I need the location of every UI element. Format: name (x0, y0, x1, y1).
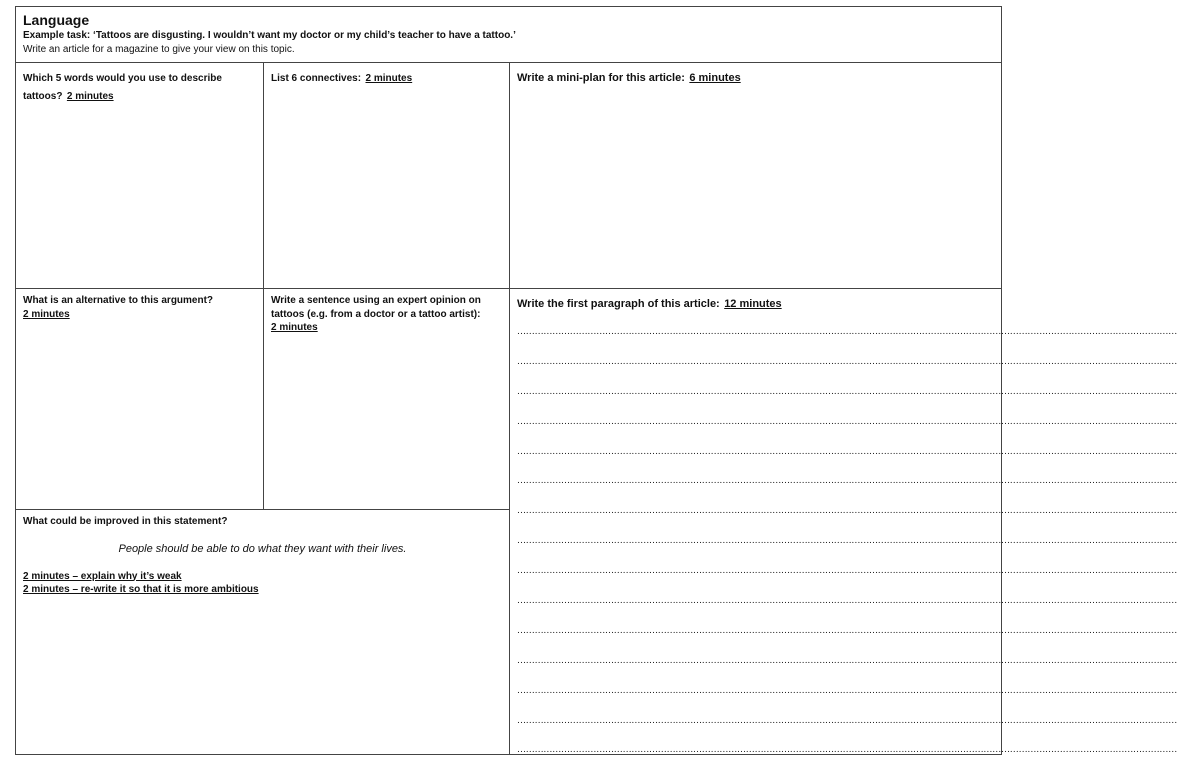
improve-statement-box[interactable] (16, 509, 509, 754)
example-task: Example task: ‘Tattoos are disgusting. I wouldn’t want my doctor or my child’s teacher to have a tattoo.’ (23, 30, 516, 41)
five-words-time: 2 minutes (66, 91, 114, 102)
expert-opinion-time: 2 minutes (271, 322, 318, 333)
writing-line[interactable]: ……………………………………………………………………………………………………………………………………………………………………………………………………… (517, 624, 1177, 635)
writing-line[interactable]: ……………………………………………………………………………………………………………………………………………………………………………………………………… (517, 475, 1177, 486)
five-words-question: Which 5 words would you use to describe tattoos? (23, 73, 222, 102)
writing-line[interactable]: ……………………………………………………………………………………………………………………………………………………………………………………………………… (517, 505, 1177, 516)
connectives-question: List 6 connectives: (271, 73, 362, 84)
task-instruction: Write an article for a magazine to give your view on this topic. (23, 44, 295, 55)
expert-opinion-question: Write a sentence using an expert opinion on tattoos (e.g. from a doctor or a tattoo artist): (271, 295, 481, 320)
first-paragraph-question: Write the first paragraph of this article: (517, 298, 720, 310)
improve-task-rewrite: 2 minutes – re-write it so that it is more ambitious (23, 584, 259, 595)
first-paragraph-box[interactable] (509, 288, 1177, 755)
mini-plan-question: Write a mini-plan for this article: (517, 72, 685, 84)
alternative-time: 2 minutes (23, 308, 70, 320)
improve-question: What could be improved in this statement? (23, 516, 228, 527)
connectives-time: 2 minutes (365, 73, 413, 84)
writing-line[interactable]: ……………………………………………………………………………………………………………………………………………………………………………………………………… (517, 654, 1177, 665)
weak-statement: People should be able to do what they want with their lives. (118, 542, 407, 555)
writing-line[interactable]: ……………………………………………………………………………………………………………………………………………………………………………………………………… (517, 714, 1177, 725)
expert-opinion-box[interactable] (263, 288, 509, 509)
improve-task-explain: 2 minutes – explain why it’s weak (23, 570, 182, 582)
writing-line[interactable]: ……………………………………………………………………………………………………………………………………………………………………………………………………… (517, 744, 1177, 755)
alternative-box[interactable] (16, 288, 263, 509)
writing-line[interactable]: ……………………………………………………………………………………………………………………………………………………………………………………………………… (517, 355, 1177, 366)
mini-plan-time: 6 minutes (689, 72, 741, 84)
alternative-question: What is an alternative to this argument? (23, 295, 214, 306)
writing-line[interactable]: ……………………………………………………………………………………………………………………………………………………………………………………………………… (517, 535, 1177, 546)
writing-line[interactable]: ……………………………………………………………………………………………………………………………………………………………………………………………………… (517, 595, 1177, 606)
first-paragraph-time: 12 minutes (724, 298, 782, 310)
connectives-box[interactable] (263, 62, 509, 288)
writing-lines (517, 326, 1177, 755)
writing-line[interactable]: ……………………………………………………………………………………………………………………………………………………………………………………………………… (517, 326, 1177, 336)
writing-line[interactable]: ……………………………………………………………………………………………………………………………………………………………………………………………………… (517, 684, 1177, 695)
writing-line[interactable]: ……………………………………………………………………………………………………………………………………………………………………………………………………… (517, 385, 1177, 396)
worksheet (15, 6, 1177, 755)
writing-line[interactable]: ……………………………………………………………………………………………………………………………………………………………………………………………………… (517, 565, 1177, 576)
page-title: Language (23, 12, 90, 28)
header-cell (16, 7, 1001, 62)
writing-line[interactable]: ……………………………………………………………………………………………………………………………………………………………………………………………………… (517, 445, 1177, 456)
mini-plan-box[interactable] (509, 62, 1001, 288)
writing-line[interactable]: ……………………………………………………………………………………………………………………………………………………………………………………………………… (517, 415, 1177, 426)
five-words-box[interactable] (16, 62, 263, 288)
